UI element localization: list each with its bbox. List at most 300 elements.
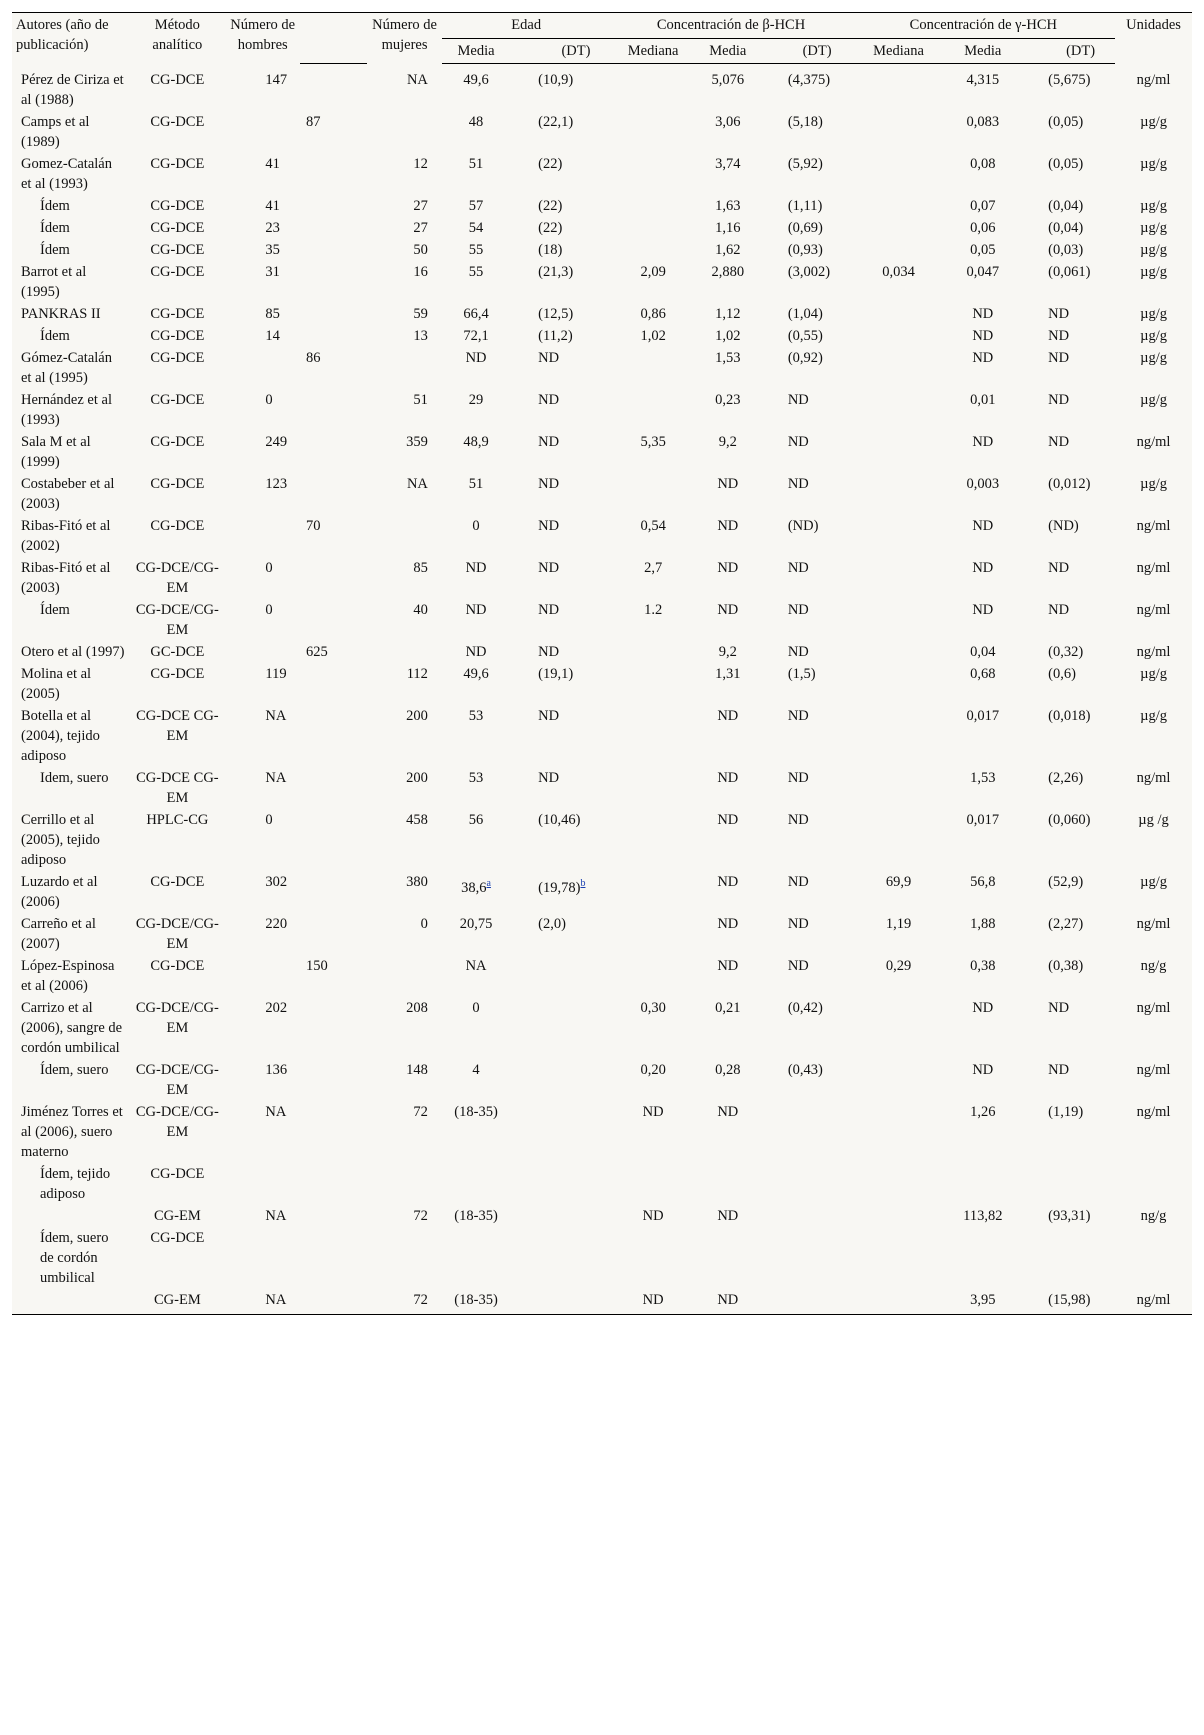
beta-median-text: 0,30 xyxy=(640,999,666,1016)
method-cell xyxy=(129,599,225,641)
beta-mean-cell xyxy=(696,1101,760,1163)
age-sd-text: (2,0) xyxy=(538,915,566,932)
gamma-mean-text: ND xyxy=(972,999,994,1016)
author-cell xyxy=(12,641,129,663)
gamma-sd-cell xyxy=(1020,1059,1115,1101)
author-cell xyxy=(12,239,129,261)
age-mean-text: 0 xyxy=(472,517,480,534)
gamma-sd-cell xyxy=(1020,389,1115,431)
method-cell xyxy=(129,303,225,325)
author-cell xyxy=(12,325,129,347)
gamma-mean-cell xyxy=(945,557,1020,599)
beta-median-cell xyxy=(610,809,695,871)
beta-sd-cell xyxy=(760,1289,852,1315)
beta-mean-cell xyxy=(696,809,760,871)
men-count-cell xyxy=(225,1163,300,1205)
method-text: CG-DCE xyxy=(150,155,205,172)
age-sd-cell xyxy=(510,111,610,153)
beta-mean-cell xyxy=(696,599,760,641)
gamma-mean-text: 0,05 xyxy=(970,241,996,258)
men-count-cell xyxy=(225,913,300,955)
header-gamma-hch: Concentración de γ-HCH xyxy=(852,13,1115,39)
gamma-mean-cell xyxy=(945,431,1020,473)
gamma-mean-text: ND xyxy=(972,517,994,534)
gamma-mean-text: ND xyxy=(972,305,994,322)
beta-mean-text: 1,53 xyxy=(715,349,741,366)
gamma-sd-cell xyxy=(1020,871,1115,913)
age-sd-cell xyxy=(510,557,610,599)
total-count-cell xyxy=(300,217,367,239)
total-count-cell xyxy=(300,641,367,663)
age-sd-text: ND xyxy=(538,559,560,576)
men-count-text: NA xyxy=(265,707,287,724)
gamma-mean-cell xyxy=(945,473,1020,515)
footnote-marker[interactable]: a xyxy=(486,877,491,889)
gamma-sd-text: ND xyxy=(1048,433,1070,450)
beta-mean-text: 1,62 xyxy=(715,241,741,258)
footnote-link[interactable] xyxy=(487,875,491,889)
gamma-mean-cell xyxy=(945,1101,1020,1163)
units-cell xyxy=(1115,641,1192,663)
men-count-cell xyxy=(225,767,300,809)
author-cell xyxy=(12,997,129,1059)
gamma-sd-cell xyxy=(1020,767,1115,809)
gamma-median-cell xyxy=(852,663,946,705)
men-count-cell xyxy=(225,347,300,389)
author-cell xyxy=(12,1163,129,1205)
men-count-cell xyxy=(225,809,300,871)
age-sd-cell xyxy=(510,217,610,239)
table-row xyxy=(12,239,1192,261)
gamma-median-cell xyxy=(852,997,946,1059)
beta-sd-text: ND xyxy=(787,433,809,450)
age-mean-cell xyxy=(442,599,510,641)
beta-median-cell xyxy=(610,64,695,111)
beta-sd-cell xyxy=(760,663,852,705)
men-count-cell xyxy=(225,1101,300,1163)
men-count-cell xyxy=(225,871,300,913)
table-row xyxy=(12,1289,1192,1315)
age-mean-cell xyxy=(442,153,510,195)
women-count-cell xyxy=(367,871,442,913)
beta-median-cell xyxy=(610,1101,695,1163)
beta-mean-text: ND xyxy=(717,1103,739,1120)
beta-mean-cell xyxy=(696,389,760,431)
units-cell xyxy=(1115,871,1192,913)
beta-median-cell xyxy=(610,557,695,599)
author-text: Camps et al (1989) xyxy=(21,113,90,150)
women-count-text: NA xyxy=(406,475,428,492)
footnote-marker[interactable]: b xyxy=(580,877,586,889)
units-text: µg/g xyxy=(1140,873,1167,890)
gamma-mean-cell xyxy=(945,217,1020,239)
author-text: Costabeber et al (2003) xyxy=(21,475,115,512)
gamma-mean-text: ND xyxy=(972,1061,994,1078)
units-text: ng/g xyxy=(1140,957,1167,974)
age-sd-cell xyxy=(510,325,610,347)
beta-mean-cell xyxy=(696,111,760,153)
age-mean-text: (18-35) xyxy=(454,1103,498,1120)
gamma-sd-text: (ND) xyxy=(1048,517,1079,534)
table-row xyxy=(12,347,1192,389)
age-mean-cell xyxy=(442,347,510,389)
gamma-median-cell xyxy=(852,913,946,955)
units-cell xyxy=(1115,1059,1192,1101)
method-cell xyxy=(129,767,225,809)
method-text: CG-DCE xyxy=(150,113,205,130)
gamma-median-cell xyxy=(852,347,946,389)
gamma-sd-cell xyxy=(1020,557,1115,599)
women-count-cell xyxy=(367,599,442,641)
age-mean-cell xyxy=(442,217,510,239)
beta-mean-cell xyxy=(696,767,760,809)
gamma-sd-cell xyxy=(1020,261,1115,303)
gamma-sd-text: (0,05) xyxy=(1048,113,1084,130)
beta-median-text: 2,7 xyxy=(644,559,663,576)
author-cell xyxy=(12,347,129,389)
beta-sd-text: ND xyxy=(787,769,809,786)
method-text: CG-DCE xyxy=(150,71,205,88)
table-row xyxy=(12,767,1192,809)
gamma-mean-cell xyxy=(945,599,1020,641)
age-mean-text: 51 xyxy=(468,475,484,492)
gamma-median-cell xyxy=(852,111,946,153)
units-cell xyxy=(1115,195,1192,217)
beta-median-cell xyxy=(610,641,695,663)
author-cell xyxy=(12,871,129,913)
beta-sd-cell xyxy=(760,997,852,1059)
women-count-text: 12 xyxy=(413,155,428,172)
total-count-cell xyxy=(300,1101,367,1163)
age-mean-cell xyxy=(442,389,510,431)
gamma-mean-text: 0,04 xyxy=(970,643,996,660)
header-edad-media: Media xyxy=(442,39,510,64)
gamma-mean-cell xyxy=(945,1227,1020,1289)
gamma-median-cell xyxy=(852,705,946,767)
gamma-median-text: 0,034 xyxy=(882,263,915,280)
women-count-text: 13 xyxy=(413,327,428,344)
men-count-text: 123 xyxy=(265,475,288,492)
gamma-mean-cell xyxy=(945,303,1020,325)
gamma-mean-text: 56,8 xyxy=(970,873,996,890)
gamma-sd-text: ND xyxy=(1048,999,1070,1016)
gamma-mean-cell xyxy=(945,64,1020,111)
beta-mean-text: 1,02 xyxy=(715,327,741,344)
age-sd-text: ND xyxy=(538,391,560,408)
table-row xyxy=(12,871,1192,913)
units-cell xyxy=(1115,599,1192,641)
gamma-sd-cell xyxy=(1020,1101,1115,1163)
author-cell xyxy=(12,1289,129,1315)
age-sd-text: (12,5) xyxy=(538,305,574,322)
table-row xyxy=(12,1059,1192,1101)
gamma-mean-cell xyxy=(945,871,1020,913)
beta-mean-cell xyxy=(696,663,760,705)
women-count-cell xyxy=(367,1227,442,1289)
age-sd-cell xyxy=(510,1227,610,1289)
beta-sd-cell xyxy=(760,955,852,997)
age-mean-cell xyxy=(442,767,510,809)
age-mean-cell xyxy=(442,955,510,997)
total-count-cell xyxy=(300,663,367,705)
age-sd-cell xyxy=(510,1289,610,1315)
women-count-cell xyxy=(367,473,442,515)
beta-sd-cell xyxy=(760,431,852,473)
men-count-text: 119 xyxy=(265,665,287,682)
units-text: µg/g xyxy=(1140,155,1167,172)
method-cell xyxy=(129,239,225,261)
total-count-cell xyxy=(300,389,367,431)
total-count-cell xyxy=(300,325,367,347)
women-count-cell xyxy=(367,389,442,431)
beta-mean-cell xyxy=(696,325,760,347)
method-text: CG-DCE/CG-EM xyxy=(135,601,219,638)
beta-median-text: 5,35 xyxy=(640,433,666,450)
method-cell xyxy=(129,153,225,195)
total-count-cell xyxy=(300,111,367,153)
gamma-median-cell xyxy=(852,431,946,473)
gamma-mean-text: 0,017 xyxy=(966,811,1000,828)
age-sd-text: (22) xyxy=(538,197,563,214)
gamma-mean-cell xyxy=(945,997,1020,1059)
gamma-sd-cell xyxy=(1020,809,1115,871)
women-count-text: 27 xyxy=(413,197,428,214)
age-mean-text: ND xyxy=(465,349,487,366)
table-body xyxy=(12,64,1192,1315)
author-text: López-Espinosa et al (2006) xyxy=(21,957,115,994)
women-count-cell xyxy=(367,913,442,955)
gamma-sd-cell xyxy=(1020,153,1115,195)
total-count-cell xyxy=(300,705,367,767)
women-count-text: 0 xyxy=(420,915,428,932)
header-edad: Edad xyxy=(442,13,611,39)
men-count-text: 35 xyxy=(265,241,280,258)
gamma-sd-text: (2,26) xyxy=(1048,769,1084,786)
units-cell xyxy=(1115,557,1192,599)
total-count-cell xyxy=(300,809,367,871)
beta-sd-cell xyxy=(760,871,852,913)
method-text: CG-DCE/CG-EM xyxy=(135,1061,219,1098)
gamma-mean-cell xyxy=(945,1163,1020,1205)
beta-sd-cell xyxy=(760,1205,852,1227)
author-text: Carreño et al (2007) xyxy=(21,915,96,952)
beta-mean-text: ND xyxy=(717,769,739,786)
header-beta-media: Media xyxy=(696,39,760,64)
women-count-cell xyxy=(367,347,442,389)
beta-sd-text: (ND) xyxy=(787,517,819,534)
method-text: CG-DCE xyxy=(150,349,205,366)
age-mean-text: 53 xyxy=(468,769,484,786)
beta-sd-cell xyxy=(760,557,852,599)
beta-mean-text: 3,74 xyxy=(715,155,741,172)
total-count-cell xyxy=(300,195,367,217)
author-cell xyxy=(12,195,129,217)
author-cell xyxy=(12,111,129,153)
author-cell xyxy=(12,1227,129,1289)
gamma-mean-cell xyxy=(945,325,1020,347)
men-count-text: 41 xyxy=(265,197,280,214)
gamma-sd-text: (0,061) xyxy=(1048,263,1091,280)
gamma-median-cell xyxy=(852,153,946,195)
author-cell xyxy=(12,1059,129,1101)
data-table xyxy=(12,12,1192,1315)
units-text: ng/ml xyxy=(1136,517,1171,534)
beta-sd-cell xyxy=(760,261,852,303)
women-count-cell xyxy=(367,1163,442,1205)
gamma-sd-cell xyxy=(1020,1289,1115,1315)
beta-median-cell xyxy=(610,347,695,389)
beta-mean-text: 0,21 xyxy=(715,999,741,1016)
men-count-text: 147 xyxy=(265,71,288,88)
gamma-sd-cell xyxy=(1020,325,1115,347)
units-cell xyxy=(1115,239,1192,261)
author-cell xyxy=(12,705,129,767)
author-text: Botella et al (2004), tejido adiposo xyxy=(21,707,100,764)
beta-median-cell xyxy=(610,1289,695,1315)
beta-median-cell xyxy=(610,389,695,431)
gamma-median-cell xyxy=(852,1227,946,1289)
women-count-text: 200 xyxy=(406,707,428,724)
beta-sd-text: ND xyxy=(787,601,809,618)
table-row xyxy=(12,705,1192,767)
beta-sd-cell xyxy=(760,1101,852,1163)
header-autores: Autores (año de publicación) xyxy=(12,13,129,64)
header-edad-dt: (DT) xyxy=(510,39,610,64)
method-text: CG-DCE xyxy=(150,263,205,280)
gamma-sd-cell xyxy=(1020,913,1115,955)
men-count-cell xyxy=(225,111,300,153)
women-count-text: 40 xyxy=(413,601,428,618)
age-mean-cell xyxy=(442,515,510,557)
method-text: HPLC-CG xyxy=(146,811,209,828)
footnote-link[interactable] xyxy=(580,875,585,889)
method-cell xyxy=(129,325,225,347)
units-text: µg/g xyxy=(1140,305,1167,322)
method-cell xyxy=(129,111,225,153)
beta-sd-text: (0,43) xyxy=(787,1061,823,1078)
units-text: ng/ml xyxy=(1136,769,1171,786)
gamma-mean-text: 1,88 xyxy=(970,915,996,932)
age-sd-cell xyxy=(510,389,610,431)
beta-mean-text: 9,2 xyxy=(718,433,737,450)
men-count-text: 136 xyxy=(265,1061,288,1078)
gamma-sd-text: (0,012) xyxy=(1048,475,1091,492)
beta-mean-text: ND xyxy=(717,517,739,534)
units-text: ng/ml xyxy=(1136,915,1171,932)
method-cell xyxy=(129,431,225,473)
gamma-sd-cell xyxy=(1020,239,1115,261)
beta-sd-text: ND xyxy=(787,643,809,660)
age-sd-cell xyxy=(510,1205,610,1227)
method-cell xyxy=(129,809,225,871)
beta-mean-cell xyxy=(696,641,760,663)
women-count-text: 50 xyxy=(413,241,428,258)
gamma-sd-cell xyxy=(1020,303,1115,325)
beta-mean-cell xyxy=(696,239,760,261)
table-row xyxy=(12,217,1192,239)
beta-sd-cell xyxy=(760,195,852,217)
units-cell xyxy=(1115,64,1192,111)
age-mean-cell xyxy=(442,261,510,303)
age-mean-text: 0 xyxy=(472,999,480,1016)
author-cell xyxy=(12,303,129,325)
beta-median-cell xyxy=(610,111,695,153)
gamma-mean-cell xyxy=(945,239,1020,261)
women-count-cell xyxy=(367,325,442,347)
beta-median-cell xyxy=(610,913,695,955)
age-sd-text: ND xyxy=(538,601,560,618)
gamma-sd-cell xyxy=(1020,64,1115,111)
gamma-median-text: 69,9 xyxy=(885,873,912,890)
gamma-sd-cell xyxy=(1020,515,1115,557)
age-sd-text: (19,1) xyxy=(538,665,574,682)
total-count-cell xyxy=(300,955,367,997)
header-unidades: Unidades xyxy=(1115,13,1192,64)
women-count-cell xyxy=(367,195,442,217)
men-count-text: 14 xyxy=(265,327,280,344)
author-text: Pérez de Ciriza et al (1988) xyxy=(21,71,124,108)
method-text: CG-DCE/CG-EM xyxy=(135,559,219,596)
age-mean-cell xyxy=(442,431,510,473)
gamma-median-text: 0,29 xyxy=(885,957,912,974)
gamma-sd-text: (52,9) xyxy=(1048,873,1084,890)
age-sd-cell xyxy=(510,913,610,955)
units-text: ng/ml xyxy=(1136,601,1171,618)
units-cell xyxy=(1115,347,1192,389)
gamma-median-cell xyxy=(852,303,946,325)
gamma-mean-cell xyxy=(945,195,1020,217)
units-cell xyxy=(1115,325,1192,347)
men-count-text: 23 xyxy=(265,219,280,236)
gamma-median-cell xyxy=(852,261,946,303)
age-mean-cell xyxy=(442,64,510,111)
beta-median-cell xyxy=(610,871,695,913)
gamma-sd-cell xyxy=(1020,641,1115,663)
method-cell xyxy=(129,64,225,111)
men-count-cell xyxy=(225,663,300,705)
beta-median-text: 0,86 xyxy=(640,305,666,322)
beta-sd-text: (5,92) xyxy=(787,155,823,172)
total-count-text: 150 xyxy=(306,957,328,974)
women-count-cell xyxy=(367,997,442,1059)
units-text: µg /g xyxy=(1138,811,1169,828)
age-sd-cell xyxy=(510,599,610,641)
gamma-median-cell xyxy=(852,473,946,515)
beta-median-text: 1.2 xyxy=(644,601,663,618)
author-text: Otero et al (1997) xyxy=(21,643,125,660)
beta-mean-cell xyxy=(696,217,760,239)
beta-sd-cell xyxy=(760,705,852,767)
units-cell xyxy=(1115,389,1192,431)
women-count-cell xyxy=(367,641,442,663)
table-row xyxy=(12,663,1192,705)
age-sd-text: (19,78) xyxy=(538,879,581,896)
age-sd-text: (21,3) xyxy=(538,263,574,280)
author-text: Ídem xyxy=(40,219,70,236)
women-count-text: 72 xyxy=(413,1207,428,1224)
age-sd-cell xyxy=(510,767,610,809)
author-text: Molina et al (2005) xyxy=(21,665,92,702)
method-cell xyxy=(129,557,225,599)
gamma-sd-text: (0,6) xyxy=(1048,665,1076,682)
units-text: ng/ml xyxy=(1136,1103,1171,1120)
beta-mean-cell xyxy=(696,1059,760,1101)
units-cell xyxy=(1115,111,1192,153)
method-text: CG-DCE xyxy=(150,241,205,258)
beta-median-cell xyxy=(610,195,695,217)
beta-mean-text: ND xyxy=(717,873,739,890)
table-row xyxy=(12,389,1192,431)
